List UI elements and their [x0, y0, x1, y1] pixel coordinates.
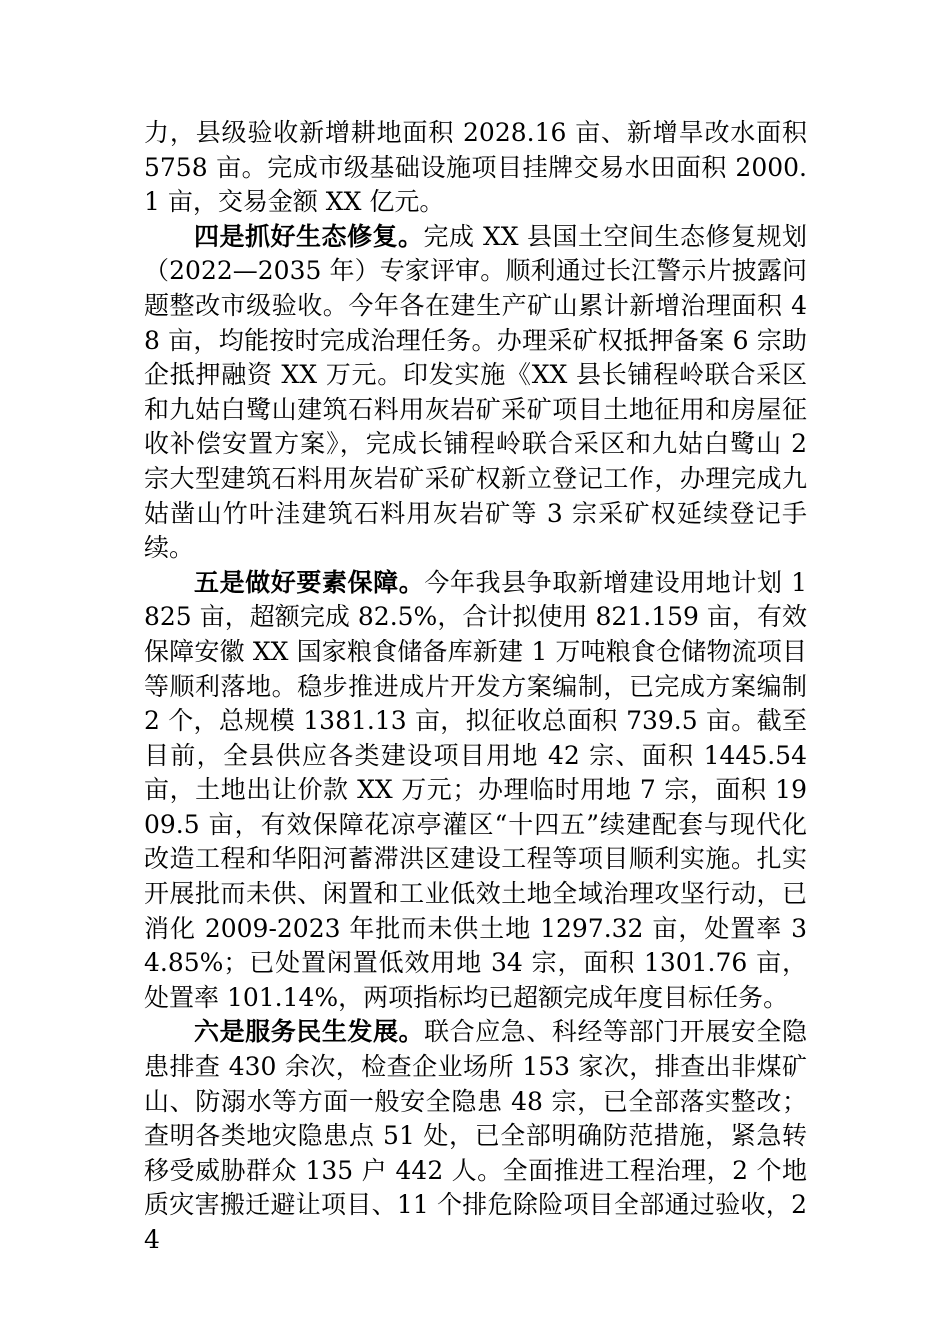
paragraph-livelihood-service [144, 1015, 807, 1257]
paragraph-continuation [144, 116, 807, 220]
document-body [144, 116, 807, 1258]
paragraph-text: 今年我县争取新增建设用地计划 1825 亩，超额完成 82.5%，合计拟使用 821.159 亩，有效保障安徽 XX 国家粮食储备库新建 1 万吨粮食仓储物流项目等顺利落地。稳步推进成片开发方案编制，已完成方案编制 2 个，总规模 1381.13 亩，拟征收总面积 739.5 亩。截至目前，全县供应各类建设项目用地 42 宗、面积 1445.54 亩，土地出让价款 XX 万元；办理临时用地 7 宗，面积 1909.5 亩，有效保障花凉亭灌区“十四五”续建配套与现代化改造工程和华阳河蓄滞洪区建设工程等项目顺利实施。扎实开展批而未供、闲置和工业低效土地全域治理攻坚行动，已消化 2009-2023 年批而未供土地 1297.32 亩，处置率 34.85%；已处置闲置低效用地 34 宗，面积 1301.76 亩，处置率 101.14%，两项指标均已超额完成年度目标任务。 [144, 567, 807, 1012]
paragraph-ecological-restoration [144, 220, 807, 566]
paragraph-text: 联合应急、科经等部门开展安全隐患排查 430 余次，检查企业场所 153 家次，排查出非煤矿山、防溺水等方面一般安全隐患 48 宗，已全部落实整改；查明各类地灾隐患点 51 处，已全部明确防范措施，紧急转移受威胁群众 135 户 442 人。全面推进工程治理，2 个地质灾害搬迁避让项目、11 个排危除险项目全部通过验收，24 [144, 1017, 807, 1254]
paragraph-text: 完成 XX 县国土空间生态修复规划（2022—2035 年）专家评审。顺利通过长江警示片披露问题整改市级验收。今年各在建生产矿山累计新增治理面积 48 亩，均能按时完成治理任务。办理采矿权抵押备案 6 宗助企抵押融资 XX 万元。印发实施《XX 县长铺程岭联合采区和九姑白鹭山建筑石料用灰岩矿采矿项目土地征用和房屋征收补偿安置方案》，完成长铺程岭联合采区和九姑白鹭山 2 宗大型建筑石料用灰岩矿采矿权新立登记工作，办理完成九姑凿山竹叶洼建筑石料用灰岩矿等 3 宗采矿权延续登记手续。 [144, 221, 807, 563]
paragraph-heading: 六是服务民生发展。 [194, 1017, 425, 1047]
paragraph-heading: 四是抓好生态修复。 [194, 221, 424, 251]
paragraph-text: 力，县级验收新增耕地面积 2028.16 亩、新增旱改水面积 5758 亩。完成市级基础设施项目挂牌交易水田面积 2000.1 亩，交易金额 XX 亿元。 [144, 118, 807, 217]
paragraph-heading: 五是做好要素保障。 [194, 567, 425, 597]
paragraph-factor-guarantee [144, 566, 807, 1016]
